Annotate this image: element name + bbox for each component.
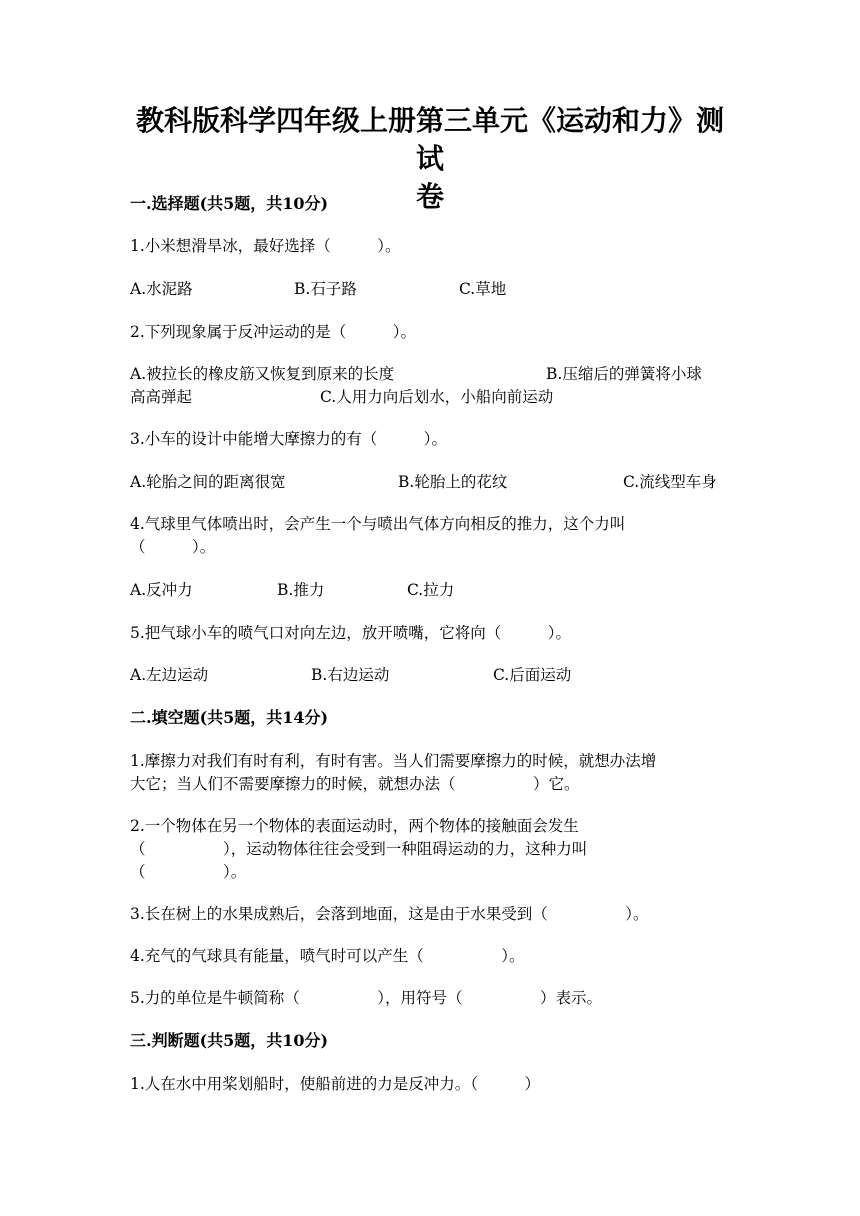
section-3-heading: 三.判断题(共5题，共10分) — [130, 1031, 329, 1050]
s2-q5: 5.力的单位是牛顿简称（ ），用符号（ ）表示。 — [130, 989, 603, 1007]
s1-q2-option-b: B.压缩后的弹簧将小球 — [546, 365, 702, 383]
s1-q2-option-a: A.被拉长的橡皮筋又恢复到原来的长度 — [130, 365, 395, 383]
s1-q5-option-a: A.左边运动 — [130, 666, 209, 684]
s2-q3: 3.长在树上的水果成熟后，会落到地面，这是由于水果受到（ ）。 — [130, 905, 649, 923]
s2-q2-line-2: （ ），运动物体往往会受到一种阻碍运动的力，这种力叫 — [130, 840, 588, 858]
s1-q2-option-b-cont: 高高弹起 — [130, 388, 193, 406]
s1-q1-option-a: A.水泥路 — [130, 280, 193, 298]
s1-q5-option-b: B.右边运动 — [311, 666, 390, 684]
s1-q3-stem: 3.小车的设计中能增大摩擦力的有（ ）。 — [130, 430, 448, 448]
s1-q1-option-c: C.草地 — [459, 280, 507, 298]
s2-q1-line-1: 1.摩擦力对我们有时有利，有时有害。当人们需要摩擦力的时候，就想办法增 — [130, 752, 657, 770]
s1-q4-option-a: A.反冲力 — [130, 581, 193, 599]
section-1-heading: 一.选择题(共5题，共10分) — [130, 194, 329, 213]
s1-q5-stem: 5.把气球小车的喷气口对向左边，放开喷嘴，它将向（ ）。 — [130, 624, 572, 642]
title-line-1: 教科版科学四年级上册第三单元《运动和力》测试 — [135, 104, 724, 175]
s2-q2-line-3: （ ）。 — [130, 863, 247, 881]
s3-q1: 1.人在水中用桨划船时，使船前进的力是反冲力。（ ） — [130, 1075, 541, 1093]
section-2-heading: 二.填空题(共5题，共14分) — [130, 708, 329, 727]
s1-q4-option-c: C.拉力 — [407, 581, 455, 599]
s1-q3-option-b: B.轮胎上的花纹 — [398, 473, 508, 491]
s1-q4-option-b: B.推力 — [277, 581, 325, 599]
s1-q2-stem: 2.下列现象属于反冲运动的是（ ）。 — [130, 323, 417, 341]
s1-q4-stem-line-2: （ ）。 — [130, 538, 216, 556]
s2-q2-line-1: 2.一个物体在另一个物体的表面运动时，两个物体的接触面会发生 — [130, 817, 579, 835]
title-line-2: 卷 — [415, 180, 444, 213]
s2-q4: 4.充气的气球具有能量，喷气时可以产生（ ）。 — [130, 947, 525, 965]
s1-q3-option-a: A.轮胎之间的距离很宽 — [130, 473, 286, 491]
s1-q2-option-c: C.人用力向后划水，小船向前运动 — [320, 388, 554, 406]
s1-q3-option-c: C.流线型车身 — [623, 473, 717, 491]
s1-q4-stem-line-1: 4.气球里气体喷出时，会产生一个与喷出气体方向相反的推力，这个力叫 — [130, 515, 626, 533]
s1-q1-stem: 1.小米想滑旱冰，最好选择（ ）。 — [130, 237, 401, 255]
s1-q5-option-c: C.后面运动 — [493, 666, 572, 684]
s1-q1-option-b: B.石子路 — [294, 280, 357, 298]
s2-q1-line-2: 大它；当人们不需要摩擦力的时候，就想办法（ ）它。 — [130, 775, 580, 793]
